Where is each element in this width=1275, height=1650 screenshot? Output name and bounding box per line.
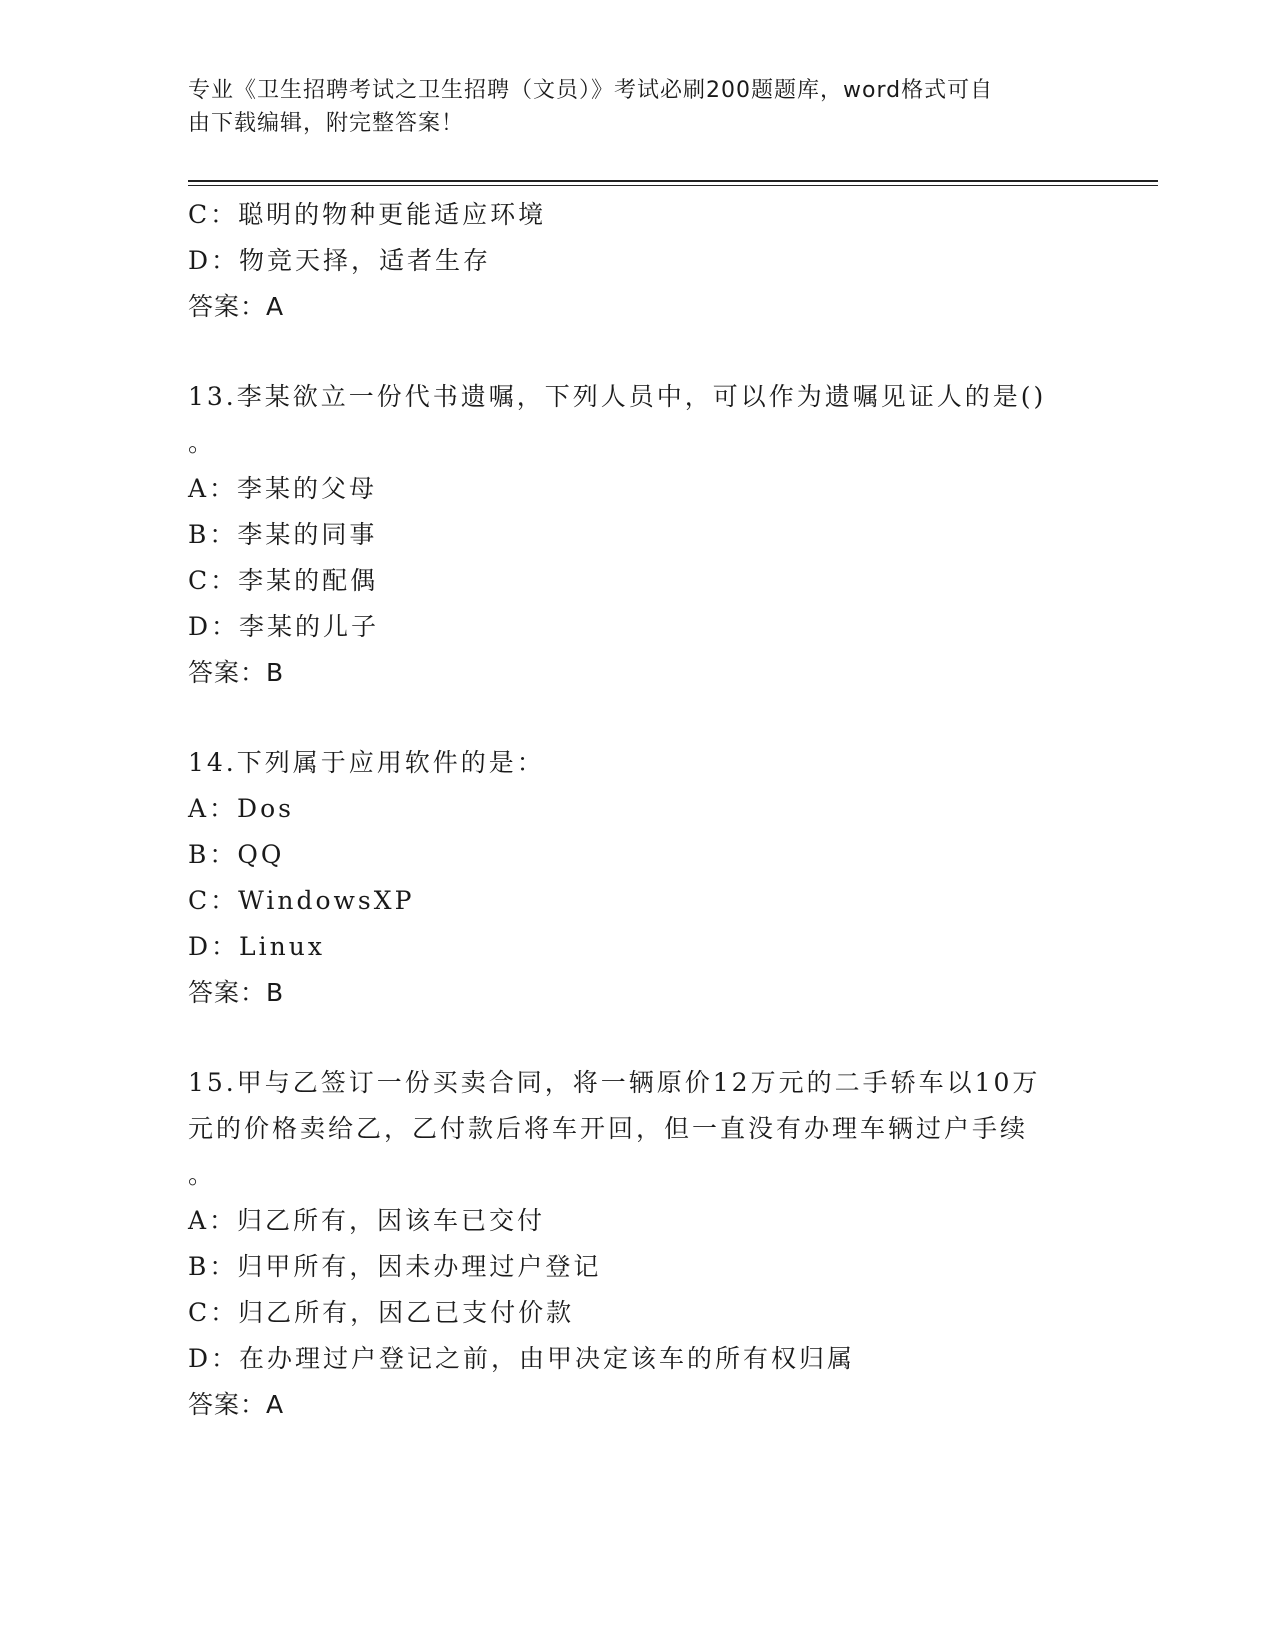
spacer xyxy=(188,330,1088,374)
header-divider-thick xyxy=(188,180,1158,182)
answer-line: 答案：B xyxy=(188,978,285,1007)
spacer xyxy=(188,1016,1088,1060)
option-d: D：Linux xyxy=(188,932,325,961)
question-stem-line: 14.下列属于应用软件的是： xyxy=(188,748,545,777)
question-block-15 xyxy=(188,1060,1088,1428)
header-line-1: 专业《卫生招聘考试之卫生招聘（文员）》考试必刷200题题库，word格式可自 xyxy=(188,78,994,103)
option-c: C：聪明的物种更能适应环境 xyxy=(188,200,547,229)
question-stem-line: 元的价格卖给乙，乙付款后将车开回，但一直没有办理车辆过户手续 xyxy=(188,1114,1029,1143)
question-list xyxy=(188,192,1088,1428)
answer-line: 答案：A xyxy=(188,1390,285,1419)
header-line-2: 由下载编辑，附完整答案！ xyxy=(188,111,465,136)
header-divider-thin xyxy=(188,185,1158,186)
option-d: D：物竞天择，适者生存 xyxy=(188,246,492,275)
option-d: D：李某的儿子 xyxy=(188,612,380,641)
question-stem-line: 13.李某欲立一份代书遗嘱，下列人员中，可以作为遗嘱见证人的是() xyxy=(188,382,1047,411)
option-b: B：李某的同事 xyxy=(188,520,378,549)
answer-line: 答案：A xyxy=(188,292,285,321)
option-a: A：李某的父母 xyxy=(188,474,378,503)
option-c: C：李某的配偶 xyxy=(188,566,379,595)
answer-line: 答案：B xyxy=(188,658,285,687)
option-a: A：归乙所有，因该车已交付 xyxy=(188,1206,546,1235)
question-block-prev xyxy=(188,192,1088,330)
question-block-14 xyxy=(188,740,1088,1016)
option-b: B：QQ xyxy=(188,840,285,869)
option-a: A：Dos xyxy=(188,794,294,823)
question-stem-line: 。 xyxy=(188,428,217,457)
option-c: C：WindowsXP xyxy=(188,886,415,915)
spacer xyxy=(188,696,1088,740)
question-block-13 xyxy=(188,374,1088,696)
question-stem-line: 15.甲与乙签订一份买卖合同，将一辆原价12万元的二手轿车以10万 xyxy=(188,1068,1041,1097)
option-c: C：归乙所有，因乙已支付价款 xyxy=(188,1298,575,1327)
option-b: B：归甲所有，因未办理过户登记 xyxy=(188,1252,602,1281)
question-stem-line: 。 xyxy=(188,1160,217,1189)
document-header xyxy=(188,74,1068,140)
option-d: D：在办理过户登记之前，由甲决定该车的所有权归属 xyxy=(188,1344,856,1373)
